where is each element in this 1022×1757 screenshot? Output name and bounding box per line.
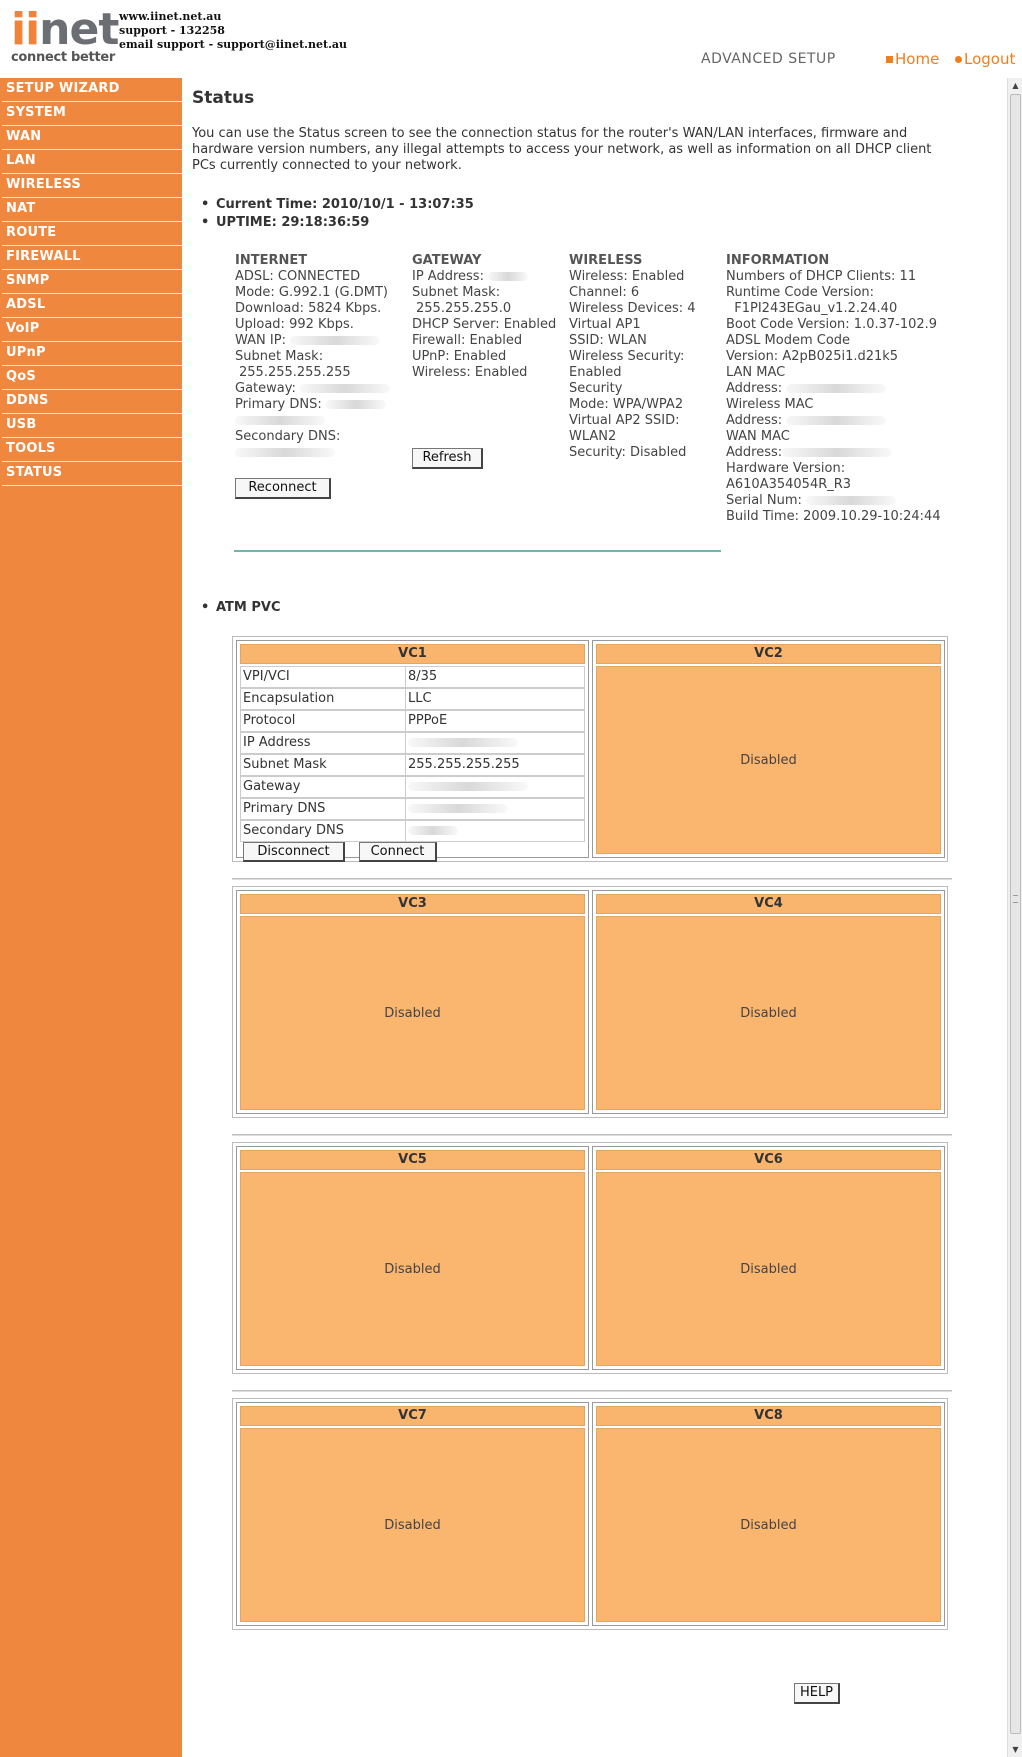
vc2-panel xyxy=(592,640,945,858)
scroll-grip-icon xyxy=(1013,895,1018,903)
info-line: ADSL Modem Code xyxy=(726,333,851,348)
sidebar-item-wireless[interactable]: WIRELESS xyxy=(2,174,182,198)
help-button[interactable]: HELP xyxy=(794,1683,840,1704)
sidebar-item-nat[interactable]: NAT xyxy=(2,198,182,222)
primary-dns xyxy=(235,397,405,413)
lan-subnet-label: Subnet Mask: xyxy=(412,285,501,300)
vc5-disabled: Disabled xyxy=(240,1172,585,1366)
subnet-mask-value: 255.255.255.255 xyxy=(239,365,351,380)
vc1-key: Gateway xyxy=(240,776,405,798)
refresh-button[interactable]: Refresh xyxy=(412,448,483,469)
info-line: F1PI243EGau_v1.2.24.40 xyxy=(726,301,898,316)
info-line: LAN MAC xyxy=(726,365,786,380)
vc6-title: VC6 xyxy=(596,1150,941,1170)
reconnect-button[interactable]: Reconnect xyxy=(235,478,331,499)
sidebar-item-system[interactable]: SYSTEM xyxy=(2,102,182,126)
wan-mac-label: Address: xyxy=(726,445,783,460)
vc1-value xyxy=(405,798,585,820)
table-row xyxy=(240,666,585,688)
vc4-disabled: Disabled xyxy=(596,916,941,1110)
redacted-value xyxy=(408,826,458,835)
download-rate: Download: 5824 Kbps. xyxy=(235,301,382,316)
info-line-redacted xyxy=(726,493,966,509)
home-link[interactable] xyxy=(886,50,939,68)
redacted-value xyxy=(806,496,896,505)
scroll-thumb[interactable] xyxy=(1010,94,1021,1734)
contact-website: www.iinet.net.au xyxy=(119,10,222,23)
wireless-line: WLAN2 xyxy=(569,429,617,444)
info-line: Version: A2pB025i1.d21k5 xyxy=(726,349,899,364)
info-line: Boot Code Version: 1.0.37-102.9 xyxy=(726,317,938,332)
vc8-title: VC8 xyxy=(596,1406,941,1426)
vc3-title: VC3 xyxy=(240,894,585,914)
current-time: • Current Time: 2010/10/1 - 13:07:35 xyxy=(216,197,474,212)
vc8-panel xyxy=(592,1402,945,1626)
wireless-line: Virtual AP2 SSID: xyxy=(569,413,680,428)
wireless-line: Virtual AP1 xyxy=(569,317,641,332)
vc8-disabled: Disabled xyxy=(596,1428,941,1622)
wireless-line: Mode: WPA/WPA2 xyxy=(569,397,684,412)
vc6-disabled: Disabled xyxy=(596,1172,941,1366)
uptime: • UPTIME: 29:18:36:59 xyxy=(216,215,369,230)
vc1-key: VPI/VCI xyxy=(240,666,405,688)
vc5-panel xyxy=(236,1146,589,1370)
vc1-table xyxy=(240,666,585,842)
sidebar-item-upnp[interactable]: UPnP xyxy=(2,342,182,366)
vertical-scrollbar[interactable] xyxy=(1007,78,1022,1757)
secondary-dns-value xyxy=(235,445,405,461)
info-line-redacted xyxy=(726,381,966,397)
redacted-value xyxy=(488,272,528,281)
vc1-value: 255.255.255.255 xyxy=(405,754,585,776)
vc1-key: Subnet Mask xyxy=(240,754,405,776)
redacted-value xyxy=(408,804,508,813)
sidebar-item-qos[interactable]: QoS xyxy=(2,366,182,390)
table-row xyxy=(240,798,585,820)
vc1-key: Encapsulation xyxy=(240,688,405,710)
vc6-panel xyxy=(592,1146,945,1370)
redacted-value xyxy=(782,448,892,457)
wan-ip xyxy=(235,333,405,349)
table-row xyxy=(240,776,585,798)
lan-subnet-value: 255.255.255.0 xyxy=(416,301,512,316)
sidebar-item-tools[interactable]: TOOLS xyxy=(2,438,182,462)
subnet-mask-label: Subnet Mask: xyxy=(235,349,324,364)
redacted-value xyxy=(235,448,335,457)
gateway-heading: GATEWAY xyxy=(412,253,482,268)
redacted-value xyxy=(326,400,386,409)
vc1-value: 8/35 xyxy=(405,666,585,688)
internet-heading: INTERNET xyxy=(235,253,308,268)
redacted-value xyxy=(408,738,518,747)
connect-button[interactable]: Connect xyxy=(359,842,437,862)
information-heading: INFORMATION xyxy=(726,253,830,268)
logo-tagline: connect better xyxy=(11,50,115,65)
redacted-value xyxy=(786,384,886,393)
table-row xyxy=(240,820,585,842)
vc-row-1 xyxy=(232,636,948,862)
info-line: Runtime Code Version: xyxy=(726,285,875,300)
main-content xyxy=(192,78,1007,1757)
info-line: Hardware Version: xyxy=(726,461,846,476)
wireless-line: Wireless Devices: 4 xyxy=(569,301,696,316)
sidebar-item-setup-wizard[interactable]: SETUP WIZARD xyxy=(2,78,182,102)
vc1-key: Primary DNS xyxy=(240,798,405,820)
sidebar-item-status[interactable]: STATUS xyxy=(2,462,182,486)
sidebar-item-wan[interactable]: WAN xyxy=(2,126,182,150)
vc7-panel xyxy=(236,1402,589,1626)
information-column xyxy=(726,253,966,525)
sidebar-item-firewall[interactable]: FIREWALL xyxy=(2,246,182,270)
table-row xyxy=(240,732,585,754)
info-line: WAN MAC xyxy=(726,429,790,444)
sidebar-item-ddns[interactable]: DDNS xyxy=(2,390,182,414)
vc1-value: LLC xyxy=(405,688,585,710)
sidebar-item-snmp[interactable]: SNMP xyxy=(2,270,182,294)
info-line: Wireless MAC xyxy=(726,397,814,412)
wireless-heading: WIRELESS xyxy=(569,253,643,268)
sidebar-nav xyxy=(0,78,182,1757)
section-divider xyxy=(234,550,721,552)
wireless-line: Enabled xyxy=(569,365,622,380)
vc1-panel xyxy=(236,640,589,858)
vc3-disabled: Disabled xyxy=(240,916,585,1110)
logout-dot-icon xyxy=(955,56,962,63)
logo-word: iinet xyxy=(11,4,119,55)
scroll-down-arrow-icon[interactable]: ▼ xyxy=(1012,1745,1019,1754)
vc1-key: IP Address xyxy=(240,732,405,754)
page-title: Status xyxy=(192,88,255,108)
vc-row-2 xyxy=(232,886,948,1118)
table-row xyxy=(240,754,585,776)
vc7-disabled: Disabled xyxy=(240,1428,585,1622)
info-line: Build Time: 2009.10.29-10:24:44 xyxy=(726,509,941,524)
wan-ip-label: WAN IP: xyxy=(235,333,286,348)
firewall-status: Firewall: Enabled xyxy=(412,333,523,348)
table-row xyxy=(240,710,585,732)
status-intro: You can use the Status screen to see the connection status for the router's WAN/LAN interfaces, firmware and hardware version numbers, any illegal attempts to access your network, as well as information on all DHCP client PCs currently connected to your network. xyxy=(192,126,932,173)
dhcp-server-status: DHCP Server: Enabled xyxy=(412,317,557,332)
vc5-title: VC5 xyxy=(240,1150,585,1170)
info-line-redacted xyxy=(726,445,966,461)
vc1-value: PPPoE xyxy=(405,710,585,732)
logout-link[interactable] xyxy=(955,50,1015,68)
row-divider xyxy=(232,1390,952,1392)
sidebar-item-voip[interactable]: VoIP xyxy=(2,318,182,342)
lan-ip-label: IP Address: xyxy=(412,269,484,284)
wireless-column xyxy=(569,253,719,461)
secondary-dns: Secondary DNS: xyxy=(235,429,341,444)
contact-info xyxy=(119,10,347,52)
vc1-value xyxy=(405,732,585,754)
lan-ip-address xyxy=(412,269,562,285)
logout-link-label: Logout xyxy=(964,50,1016,68)
primary-dns-value xyxy=(235,413,405,429)
adsl-mode: Mode: G.992.1 (G.DMT) xyxy=(235,285,389,300)
sidebar-item-usb[interactable]: USB xyxy=(2,414,182,438)
vc1-value xyxy=(405,820,585,842)
gateway-ip-label: Gateway: xyxy=(235,381,296,396)
primary-dns-label: Primary DNS: xyxy=(235,397,322,412)
contact-phone: support - 132258 xyxy=(119,24,225,37)
section-title: ADVANCED SETUP xyxy=(701,51,836,67)
wireless-line: Channel: 6 xyxy=(569,285,640,300)
wireless-line: Wireless: Enabled xyxy=(569,269,685,284)
vc-row-4 xyxy=(232,1398,948,1630)
upnp-status: UPnP: Enabled xyxy=(412,349,507,364)
scroll-up-arrow-icon[interactable]: ▲ xyxy=(1012,81,1019,90)
wireless-mac-label: Address: xyxy=(726,413,783,428)
vc2-disabled: Disabled xyxy=(596,666,941,854)
gateway-column xyxy=(412,253,562,381)
internet-column xyxy=(235,253,405,461)
redacted-value xyxy=(300,384,390,393)
sidebar-item-lan[interactable]: LAN xyxy=(2,150,182,174)
row-divider xyxy=(232,878,952,880)
serial-num-label: Serial Num: xyxy=(726,493,802,508)
vc1-key: Protocol xyxy=(240,710,405,732)
home-link-label: Home xyxy=(895,50,940,68)
vc1-key: Secondary DNS xyxy=(240,820,405,842)
sidebar-item-adsl[interactable]: ADSL xyxy=(2,294,182,318)
vc-row-3 xyxy=(232,1142,948,1374)
vc3-panel xyxy=(236,890,589,1114)
vc1-value xyxy=(405,776,585,798)
redacted-value xyxy=(235,416,325,425)
redacted-value xyxy=(408,782,528,791)
sidebar-item-route[interactable]: ROUTE xyxy=(2,222,182,246)
redacted-value xyxy=(290,336,380,345)
wireless-line: Security: Disabled xyxy=(569,445,687,460)
atm-pvc-heading: • ATM PVC xyxy=(216,600,281,615)
iinet-logo xyxy=(11,4,119,65)
home-square-icon xyxy=(886,56,893,63)
adsl-status: ADSL: CONNECTED xyxy=(235,269,361,284)
vc4-title: VC4 xyxy=(596,894,941,914)
contact-email: email support - support@iinet.net.au xyxy=(119,38,348,51)
gateway-wireless-status: Wireless: Enabled xyxy=(412,365,528,380)
vc4-panel xyxy=(592,890,945,1114)
lan-mac-label: Address: xyxy=(726,381,783,396)
header xyxy=(0,0,1022,78)
vc7-title: VC7 xyxy=(240,1406,585,1426)
vc2-title: VC2 xyxy=(596,644,941,664)
info-line-redacted xyxy=(726,413,966,429)
upload-rate: Upload: 992 Kbps. xyxy=(235,317,354,332)
row-divider xyxy=(232,1134,952,1136)
redacted-value xyxy=(786,416,886,425)
table-row xyxy=(240,688,585,710)
gateway-ip xyxy=(235,381,405,397)
vc1-title: VC1 xyxy=(240,644,585,664)
wireless-line: Wireless Security: xyxy=(569,349,685,364)
info-line: Numbers of DHCP Clients: 11 xyxy=(726,269,917,284)
disconnect-button[interactable]: Disconnect xyxy=(243,842,345,862)
wireless-line: Security xyxy=(569,381,623,396)
info-line: A610A354054R_R3 xyxy=(726,477,852,492)
wireless-line: SSID: WLAN xyxy=(569,333,647,348)
